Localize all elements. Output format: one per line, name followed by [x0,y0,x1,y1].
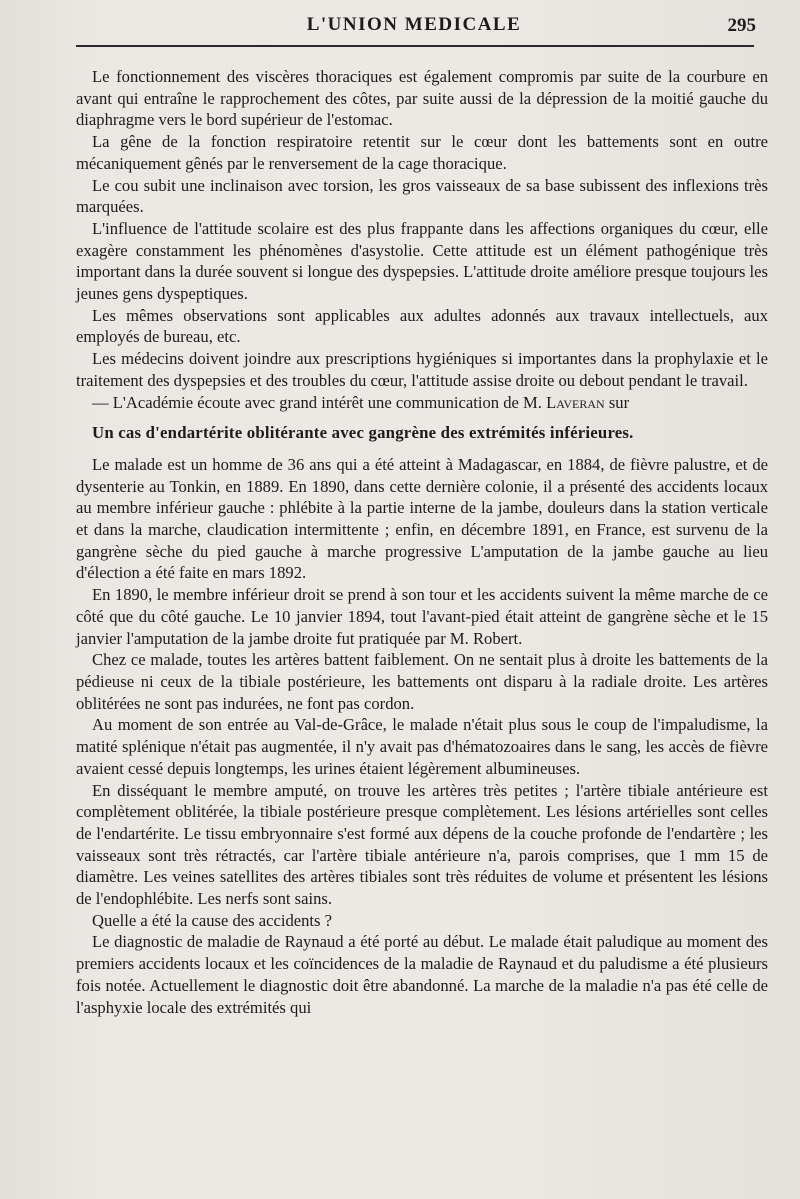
speaker-name: Laveran [546,392,605,412]
academy-text: — L'Académie écoute avec grand intérêt une communication de M. [92,392,542,412]
academy-paragraph [76,392,768,414]
paragraph: Le diagnostic de maladie de Raynaud a été porté au début. Le malade était paludique au moment des premiers accidents locaux et les coïncidences de la maladie de Raynaud et du paludisme a été plusieurs fois notée. Actuellement le diagnostic doit être abandonné. La marche de la maladie n'a pas été celle de l'asphyxie locale des extrémités qui [76,932,768,1017]
body-text [76,66,768,1018]
header-rule [76,45,754,47]
paragraph: L'influence de l'attitude scolaire est des plus frappante dans les affections organiques du cœur, elle exagère constamment les phénomènes d'asystolie. Cette attitude est un élément pathogénique très important dans la durée souvent si longue des dyspepsies. L'attitude droite améliore presque toujours les jeunes gens dyspeptiques. [76,218,768,304]
paragraph: Quelle a été la cause des accidents ? [92,910,333,930]
paragraph: Au moment de son entrée au Val-de-Grâce, le malade n'était plus sous le coup de l'impaludisme, la matité splénique n'était pas augmentée, il n'y avait pas d'hématozoaires dans le sang, les accès de fièvre avaient cessé depuis longtemps, les urines étaient légèrement albumineuses. [76,715,768,778]
page-number: 295 [727,15,756,36]
running-header [70,14,758,44]
paragraph: Le cou subit une inclinaison avec torsion, les gros vaisseaux de sa base subissent des inflexions très marquées. [76,175,768,217]
paragraph: Le fonctionnement des viscères thoraciques est également compromis par suite de la courbure en avant qui entraîne le rapprochement des côtes, par suite aussi de la dépression de la moitié gauche du diaphragme vers le bord supérieur de l'estomac. [76,67,768,130]
paragraph: Les mêmes observations sont applicables aux adultes adonnés aux travaux intellectuels, aux employés de bureau, etc. [76,305,768,347]
paragraph: En disséquant le membre amputé, on trouve les artères très petites ; l'artère tibiale antérieure est complètement oblitérée, la tibiale postérieure presque complètement. Les lésions artérielles sont celles de l'endartérite. Le tissu embryonnaire s'est formé aux dépens de la couche profonde de l'endartère ; les vaisseaux sont très rétractés, car l'artère tibiale antérieure n'a, parois comprises, que 1 mm 15 de diamètre. Les veines satellites des artères tibiales sont très réduites de volume et présentent les lésions de l'endophlébite. Les nerfs sont sains. [76,780,768,909]
paragraph: En 1890, le membre inférieur droit se prend à son tour et les accidents suivent la même marche de ce côté que du côté gauche. Le 10 janvier 1894, tout l'avant-pied était atteint de gangrène sèche et le 15 janvier l'amputation de la jambe droite fut pratiquée par M. Robert. [76,585,768,648]
section-title: Un cas d'endartérite oblitérante avec gangrène des extrémités inférieures. [92,423,634,443]
paragraph: Le malade est un homme de 36 ans qui a été atteint à Madagascar, en 1884, de fièvre palustre, et de dysenterie au Tonkin, en 1889. En 1890, dans cette dernière colonie, il a présenté des accidents locaux au membre inférieur gauche : phlébite à la partie interne de la jambe, douleurs dans la station verticale et dans la marche, claudication intermittente ; enfin, en décembre 1891, en France, est survenu de la gangrène sèche du pied gauche à marche progressive L'amputation de la jambe gauche au lieu d'élection a été faite en mars 1892. [76,454,768,583]
paragraph: Chez ce malade, toutes les artères battent faiblement. On ne sentait plus à droite les battements de la pédieuse ni ceux de la tibiale postérieure, les battements ont disparu à la radiale droite. Les artères oblitérées ne sont pas indurées, ne font pas cordon. [76,650,768,713]
paragraph: La gêne de la fonction respiratoire retentit sur le cœur dont les battements sont en outre mécaniquement gênés par le renversement de la cage thoracique. [76,132,768,173]
running-title: L'UNION MEDICALE [306,14,522,35]
paragraph: Les médecins doivent joindre aux prescriptions hygiéniques si importantes dans la prophylaxie et le traitement des dyspepsies et des troubles du cœur, l'attitude assise droite ou debout pendant le travail. [76,349,768,390]
academy-tail: sur [608,392,630,412]
